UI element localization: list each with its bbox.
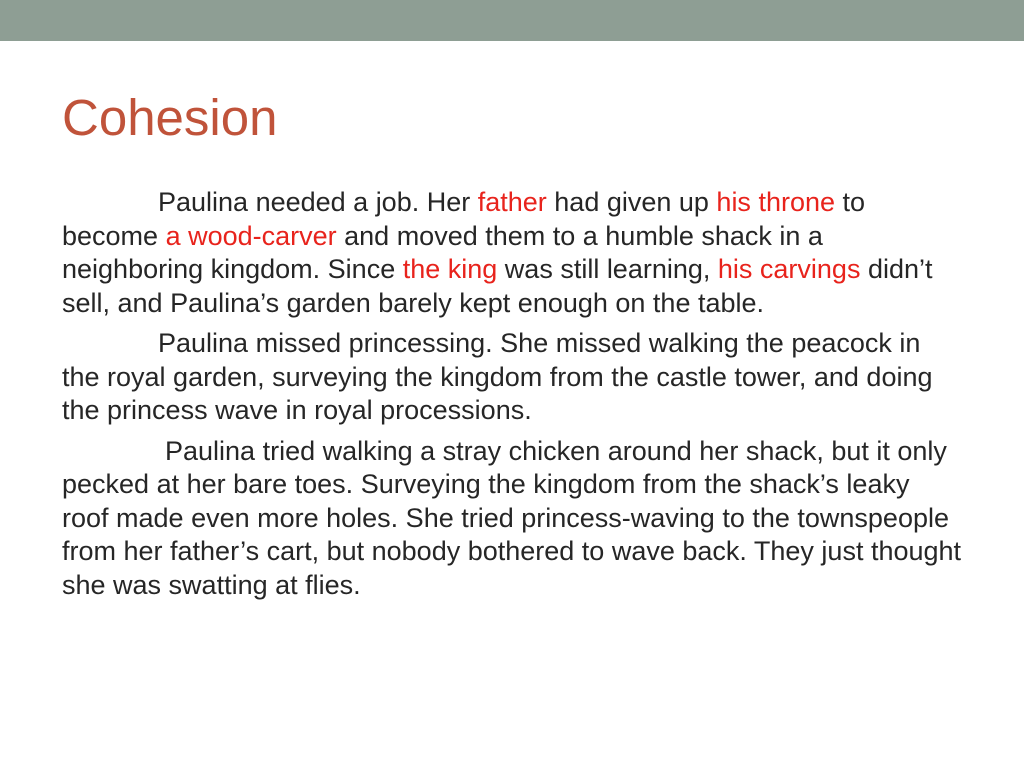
- slide-body: [62, 186, 962, 609]
- top-band: [0, 0, 1024, 41]
- highlighted-phrase: a wood-carver: [165, 220, 337, 251]
- paragraph-3: [62, 435, 962, 603]
- slide-title: Cohesion: [62, 89, 278, 146]
- text-segment: Paulina needed a job. Her: [158, 187, 478, 217]
- text-segment: didn’t sell, and Paulina’s garden barely kept enough on the table.: [62, 254, 933, 318]
- text-segment: to become: [62, 187, 866, 251]
- text-segment: Paulina tried walking a stray chicken around her shack, but it only pecked at her bare toes. Surveying the kingdom from the shack’s leaky roof made even more holes. She tried princess-waving to the townspeople from her father’s cart, but nobody bothered to wave back. They just thought she was swatting at flies.: [62, 435, 962, 600]
- highlighted-phrase: his carvings: [717, 254, 861, 284]
- paragraph-1: [62, 186, 962, 320]
- highlighted-phrase: his throne: [716, 187, 835, 217]
- text-segment: and moved them to a humble shack in a neighboring kingdom. Since: [62, 220, 823, 284]
- highlighted-phrase: father: [477, 187, 547, 217]
- paragraph-2: [62, 327, 962, 428]
- text-segment: had given up: [546, 187, 717, 217]
- highlighted-phrase: the king: [402, 254, 498, 284]
- text-segment: Paulina missed princessing. She missed walking the peacock in the royal garden, surveying the kingdom from the castle tower, and doing the princess wave in royal processions.: [62, 328, 933, 425]
- text-segment: was still learning,: [497, 254, 718, 284]
